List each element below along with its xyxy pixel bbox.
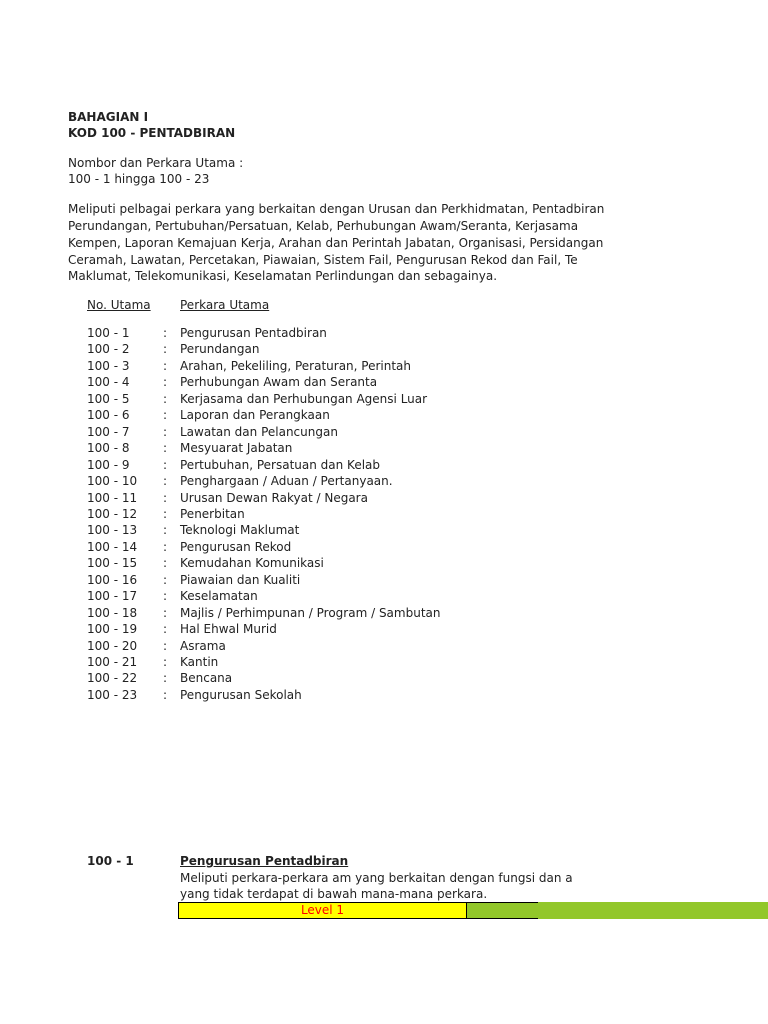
section-part: BAHAGIAN I xyxy=(68,110,149,124)
list-item xyxy=(0,457,538,473)
list-item xyxy=(0,407,538,423)
item-number: 100 - 5 xyxy=(87,392,130,406)
item-separator: : xyxy=(163,474,168,488)
item-name: Pengurusan Sekolah xyxy=(180,688,302,702)
item-separator: : xyxy=(163,523,168,537)
item-number: 100 - 15 xyxy=(87,556,138,570)
detail-description-line: Meliputi perkara-perkara am yang berkaitan dengan fungsi dan a xyxy=(180,871,573,885)
item-number: 100 - 3 xyxy=(87,359,130,373)
section-code: KOD 100 - PENTADBIRAN xyxy=(68,126,236,140)
item-separator: : xyxy=(163,458,168,472)
item-name: Pengurusan Pentadbiran xyxy=(180,326,327,340)
item-name: Mesyuarat Jabatan xyxy=(180,441,293,455)
header-perkara-utama: Perkara Utama xyxy=(180,298,270,312)
item-number: 100 - 10 xyxy=(87,474,138,488)
list-item xyxy=(0,506,538,522)
list-item xyxy=(0,440,538,456)
item-name: Majlis / Perhimpunan / Program / Sambutan xyxy=(180,606,441,620)
list-item xyxy=(0,555,538,571)
item-name: Kantin xyxy=(180,655,219,669)
description-line: Kempen, Laporan Kemajuan Kerja, Arahan dan Perintah Jabatan, Organisasi, Persidangan xyxy=(68,236,604,250)
list-item xyxy=(0,325,538,341)
item-name: Penerbitan xyxy=(180,507,245,521)
list-item xyxy=(0,638,538,654)
list-item xyxy=(0,572,538,588)
item-name: Piawaian dan Kualiti xyxy=(180,573,301,587)
list-item xyxy=(0,490,538,506)
item-name: Teknologi Maklumat xyxy=(180,523,300,537)
item-separator: : xyxy=(163,507,168,521)
description-line: Meliputi pelbagai perkara yang berkaitan dengan Urusan dan Perkhidmatan, Pentadbiran xyxy=(68,202,605,216)
item-number: 100 - 18 xyxy=(87,606,138,620)
item-number: 100 - 7 xyxy=(87,425,130,439)
description-line: Ceramah, Lawatan, Percetakan, Piawaian, Sistem Fail, Pengurusan Rekod dan Fail, Te xyxy=(68,253,578,267)
item-name: Kemudahan Komunikasi xyxy=(180,556,324,570)
list-item xyxy=(0,654,538,670)
description-line: Maklumat, Telekomunikasi, Keselamatan Perlindungan dan sebagainya. xyxy=(68,269,498,283)
intro-range: 100 - 1 hingga 100 - 23 xyxy=(68,172,210,186)
item-number: 100 - 14 xyxy=(87,540,138,554)
detail-number: 100 - 1 xyxy=(87,854,134,868)
item-number: 100 - 17 xyxy=(87,589,138,603)
level-label: Level 1 xyxy=(300,903,345,917)
item-number: 100 - 21 xyxy=(87,655,138,669)
item-separator: : xyxy=(163,688,168,702)
item-separator: : xyxy=(163,622,168,636)
item-name: Perundangan xyxy=(180,342,260,356)
item-number: 100 - 11 xyxy=(87,491,138,505)
item-separator: : xyxy=(163,392,168,406)
item-separator: : xyxy=(163,540,168,554)
item-name: Penghargaan / Aduan / Pertanyaan. xyxy=(180,474,393,488)
description-line: Perundangan, Pertubuhan/Persatuan, Kelab, Perhubungan Awam/Seranta, Kerjasama xyxy=(68,219,579,233)
item-number: 100 - 4 xyxy=(87,375,130,389)
detail-description-line: yang tidak terdapat di bawah mana-mana perkara. xyxy=(180,887,488,901)
item-name: Hal Ehwal Murid xyxy=(180,622,277,636)
item-name: Lawatan dan Pelancungan xyxy=(180,425,338,439)
header-no-utama: No. Utama xyxy=(87,298,151,312)
item-separator: : xyxy=(163,639,168,653)
item-separator: : xyxy=(163,491,168,505)
item-name: Laporan dan Perangkaan xyxy=(180,408,330,422)
item-separator: : xyxy=(163,573,168,587)
intro-label: Nombor dan Perkara Utama : xyxy=(68,156,244,170)
item-name: Asrama xyxy=(180,639,226,653)
item-separator: : xyxy=(163,556,168,570)
item-number: 100 - 22 xyxy=(87,671,138,685)
item-separator: : xyxy=(163,671,168,685)
item-name: Bencana xyxy=(180,671,233,685)
item-separator: : xyxy=(163,606,168,620)
item-separator: : xyxy=(163,655,168,669)
item-number: 100 - 8 xyxy=(87,441,130,455)
list-item xyxy=(0,605,538,621)
list-item xyxy=(0,539,538,555)
list-item xyxy=(0,391,538,407)
item-number: 100 - 2 xyxy=(87,342,130,356)
level-bar xyxy=(178,902,538,919)
list-item xyxy=(0,341,538,357)
item-number: 100 - 20 xyxy=(87,639,138,653)
list-item xyxy=(0,670,538,686)
list-item xyxy=(0,374,538,390)
list-item xyxy=(0,424,538,440)
item-separator: : xyxy=(163,425,168,439)
item-number: 100 - 9 xyxy=(87,458,130,472)
item-separator: : xyxy=(163,408,168,422)
item-name: Kerjasama dan Perhubungan Agensi Luar xyxy=(180,392,428,406)
item-name: Urusan Dewan Rakyat / Negara xyxy=(180,491,368,505)
item-name: Arahan, Pekeliling, Peraturan, Perintah xyxy=(180,359,412,373)
list-item xyxy=(0,687,538,703)
list-item xyxy=(0,621,538,637)
item-name: Pengurusan Rekod xyxy=(180,540,292,554)
list-item xyxy=(0,473,538,489)
item-number: 100 - 19 xyxy=(87,622,138,636)
detail-title: Pengurusan Pentadbiran xyxy=(180,854,349,868)
list-item xyxy=(0,358,538,374)
level-green-cell xyxy=(467,902,538,919)
list-item xyxy=(0,588,538,604)
level-green-extension xyxy=(538,902,768,919)
item-number: 100 - 23 xyxy=(87,688,138,702)
item-number: 100 - 13 xyxy=(87,523,138,537)
item-separator: : xyxy=(163,326,168,340)
item-separator: : xyxy=(163,441,168,455)
item-separator: : xyxy=(163,359,168,373)
item-number: 100 - 6 xyxy=(87,408,130,422)
item-number: 100 - 1 xyxy=(87,326,130,340)
item-number: 100 - 12 xyxy=(87,507,138,521)
item-separator: : xyxy=(163,342,168,356)
item-name: Pertubuhan, Persatuan dan Kelab xyxy=(180,458,381,472)
item-separator: : xyxy=(163,375,168,389)
item-name: Perhubungan Awam dan Seranta xyxy=(180,375,378,389)
item-name: Keselamatan xyxy=(180,589,258,603)
item-separator: : xyxy=(163,589,168,603)
item-number: 100 - 16 xyxy=(87,573,138,587)
list-item xyxy=(0,522,538,538)
